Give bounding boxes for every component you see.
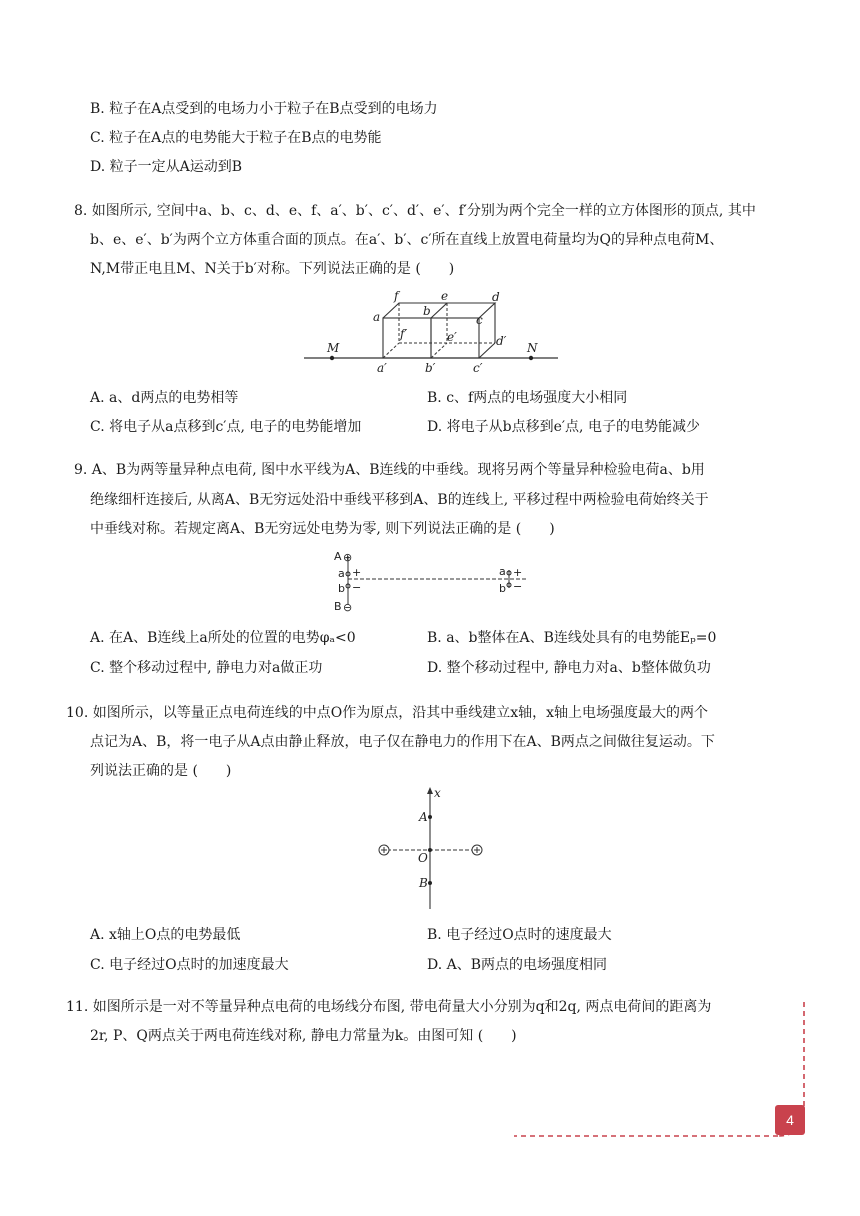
point-o — [428, 848, 432, 852]
label-m: M — [327, 341, 340, 355]
q8-text-line-2: b、e、e′、b′为两个立方体重合面的顶点。在a′、b′、c′所在直线上放置电荷量均为Q的异种点电荷M、 — [90, 232, 724, 248]
q9-text-line-2: 绝缘细杆连接后, 从离A、B无穷远处沿中垂线平移到A、B的连线上, 平移过程中两检验电荷始终关于 — [90, 492, 709, 508]
label-test-a-right: a — [499, 565, 506, 578]
q9-option-b: B. a、b整体在A、B连线处具有的电势能Eₚ=0 — [427, 630, 717, 646]
label-a: a — [373, 310, 381, 324]
q9-charges-figure — [330, 546, 530, 616]
q8-cube-figure — [300, 288, 562, 380]
label-charge-b: B — [334, 600, 342, 613]
axis-arrow-icon — [427, 787, 433, 794]
q9-option-a: A. 在A、B连线上a所处的位置的电势φₐ<0 — [90, 630, 356, 646]
label-test-b-right: b — [499, 582, 506, 595]
label-f-prime: f′ — [400, 327, 408, 341]
label-d-prime: d′ — [496, 334, 507, 348]
label-e: e — [441, 289, 449, 303]
label-a-prime: a′ — [377, 361, 387, 375]
q7-option-c: C. 粒子在A点的电势能大于粒子在B点的电势能 — [90, 130, 382, 146]
q9-text-line-3: 中垂线对称。若规定离A、B无穷远处电势为零, 则下列说法正确的是 ( ) — [90, 521, 555, 537]
label-a: A — [419, 810, 428, 824]
q8-option-a: A. a、d两点的电势相等 — [90, 390, 239, 406]
label-f: f — [394, 289, 399, 303]
label-test-b-left: b — [338, 582, 345, 595]
q10-axis-figure — [375, 785, 485, 913]
q8-text-line-1: 8. 如图所示, 空间中a、b、c、d、e、f、a′、b′、c′、d′、e′、f′分别为两个完全一样的立方体图形的顶点, 其中 — [74, 203, 756, 219]
q9-option-c: C. 整个移动过程中, 静电力对a做正功 — [90, 660, 323, 676]
q9-text-line-1: 9. A、B为两等量异种点电荷, 图中水平线为A、B连线的中垂线。现将另两个等量异种检验电荷a、b用 — [74, 462, 705, 478]
label-o: O — [418, 851, 428, 865]
q8-text-line-3: N,M带正电且M、N关于b′对称。下列说法正确的是 ( ) — [90, 261, 455, 277]
point-m — [330, 356, 334, 360]
point-a — [428, 815, 432, 819]
label-b: B — [419, 876, 428, 890]
label-test-a-left: a — [338, 567, 345, 580]
q9-option-d: D. 整个移动过程中, 静电力对a、b整体做负功 — [427, 660, 711, 676]
q10-text-line-3: 列说法正确的是 ( ) — [90, 763, 232, 779]
label-n: N — [527, 341, 538, 355]
label-c-prime: c′ — [473, 361, 483, 375]
label-e-prime: e′ — [447, 330, 457, 344]
label-b-prime: b′ — [425, 361, 436, 375]
q10-option-a: A. x轴上O点的电势最低 — [90, 927, 241, 943]
minus-sign-right: − — [513, 580, 523, 593]
label-c: c — [476, 313, 483, 327]
q8-option-d: D. 将电子从b点移到e′点, 电子的电势能减少 — [427, 419, 700, 435]
label-x-axis: x — [434, 786, 441, 800]
q7-option-d: D. 粒子一定从A运动到B — [90, 159, 243, 175]
minus-charge-icon: ⊖ — [343, 601, 353, 614]
plus-sign-left: + — [352, 566, 362, 579]
q10-text-line-1: 10. 如图所示，以等量正点电荷连线的中点O作为原点，沿其中垂线建立x轴，x轴上电场强度最大的两个 — [66, 705, 708, 721]
point-b — [428, 881, 432, 885]
q10-text-line-2: 点记为A、B，将一电子从A点由静止释放，电子仅在静电力的作用下在A、B两点之间做往复运动。下 — [90, 734, 715, 750]
q11-text-line-1: 11. 如图所示是一对不等量异种点电荷的电场线分布图, 带电荷量大小分别为q和2q, 两点电荷间的距离为 — [66, 999, 712, 1015]
q10-option-b: B. 电子经过O点时的速度最大 — [427, 927, 612, 943]
label-b: b — [423, 304, 431, 318]
minus-sign-left: − — [352, 581, 362, 594]
label-charge-a: A — [334, 550, 342, 563]
q11-text-line-2: 2r, P、Q两点关于两电荷连线对称, 静电力常量为k。由图可知 ( ) — [90, 1028, 517, 1044]
q10-option-d: D. A、B两点的电场强度相同 — [427, 957, 608, 973]
label-d: d — [492, 290, 500, 304]
page-corner-decoration — [510, 1000, 810, 1140]
q8-option-b: B. c、f两点的电场强度大小相同 — [427, 390, 628, 406]
point-n — [529, 356, 533, 360]
plus-sign-right: + — [513, 566, 523, 579]
q8-option-c: C. 将电子从a点移到c′点, 电子的电势能增加 — [90, 419, 362, 435]
plus-charge-icon: ⊕ — [343, 551, 353, 564]
q10-option-c: C. 电子经过O点时的加速度最大 — [90, 957, 289, 973]
page-number: 4 — [775, 1105, 805, 1135]
q7-option-b: B. 粒子在A点受到的电场力小于粒子在B点受到的电场力 — [90, 101, 438, 117]
